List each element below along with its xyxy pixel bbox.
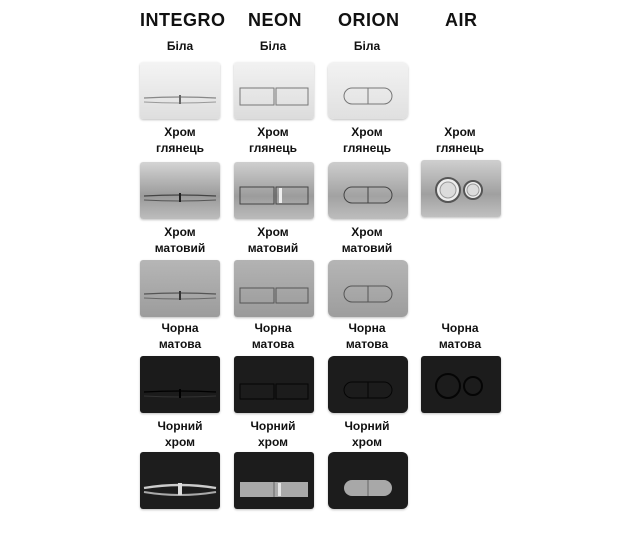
plate-integro-chrome-gloss[interactable] [140,162,220,219]
plate-air-chrome-gloss[interactable] [421,160,501,217]
column-title-integro: INTEGRO [140,10,226,30]
plate-neon-chrome-gloss[interactable] [234,162,314,219]
finish-label-integro-black-chrome: Чорний хром [157,419,203,449]
plate-orion-black-chrome[interactable] [328,452,408,509]
plate-orion-chrome-matte[interactable] [328,260,408,317]
plate-orion-black-matte[interactable] [328,356,408,413]
plate-integro-chrome-matte[interactable] [140,260,220,317]
plate-neon-black-chrome[interactable] [234,452,314,509]
finish-label-neon-black-matte: Чорна матова [251,321,295,351]
plate-orion-white[interactable] [328,62,408,119]
finish-label-neon-black-chrome: Чорний хром [250,419,296,449]
finish-label-integro-black-matte: Чорна матова [158,321,202,351]
finish-label-integro-chrome-gloss: Хром глянець [156,125,204,155]
plate-neon-black-matte[interactable] [234,356,314,413]
finish-label-air-black-matte: Чорна матова [438,321,482,351]
finish-label-orion-black-matte: Чорна матова [345,321,389,351]
plate-integro-white[interactable] [140,62,220,119]
finish-label-neon-chrome-gloss: Хром глянець [249,125,297,155]
column-title-orion: ORION [338,10,400,30]
finish-label-orion-black-chrome: Чорний хром [344,419,390,449]
finish-label-integro-white: Біла [166,39,194,53]
plate-integro-black-matte[interactable] [140,356,220,413]
finish-label-orion-white: Біла [353,39,381,53]
plate-neon-chrome-matte[interactable] [234,260,314,317]
plate-integro-black-chrome[interactable] [140,452,220,509]
plate-neon-white[interactable] [234,62,314,119]
finish-label-neon-chrome-matte: Хром матовий [247,225,299,255]
plate-air-black-matte[interactable] [421,356,501,413]
column-title-neon: NEON [248,10,303,30]
finish-label-air-chrome-gloss: Хром глянець [436,125,484,155]
column-title-air: AIR [445,10,478,30]
finish-label-integro-chrome-matte: Хром матовий [154,225,206,255]
plate-orion-chrome-gloss[interactable] [328,162,408,219]
finish-label-orion-chrome-matte: Хром матовий [341,225,393,255]
finish-label-neon-white: Біла [259,39,287,53]
finish-label-orion-chrome-gloss: Хром глянець [343,125,391,155]
